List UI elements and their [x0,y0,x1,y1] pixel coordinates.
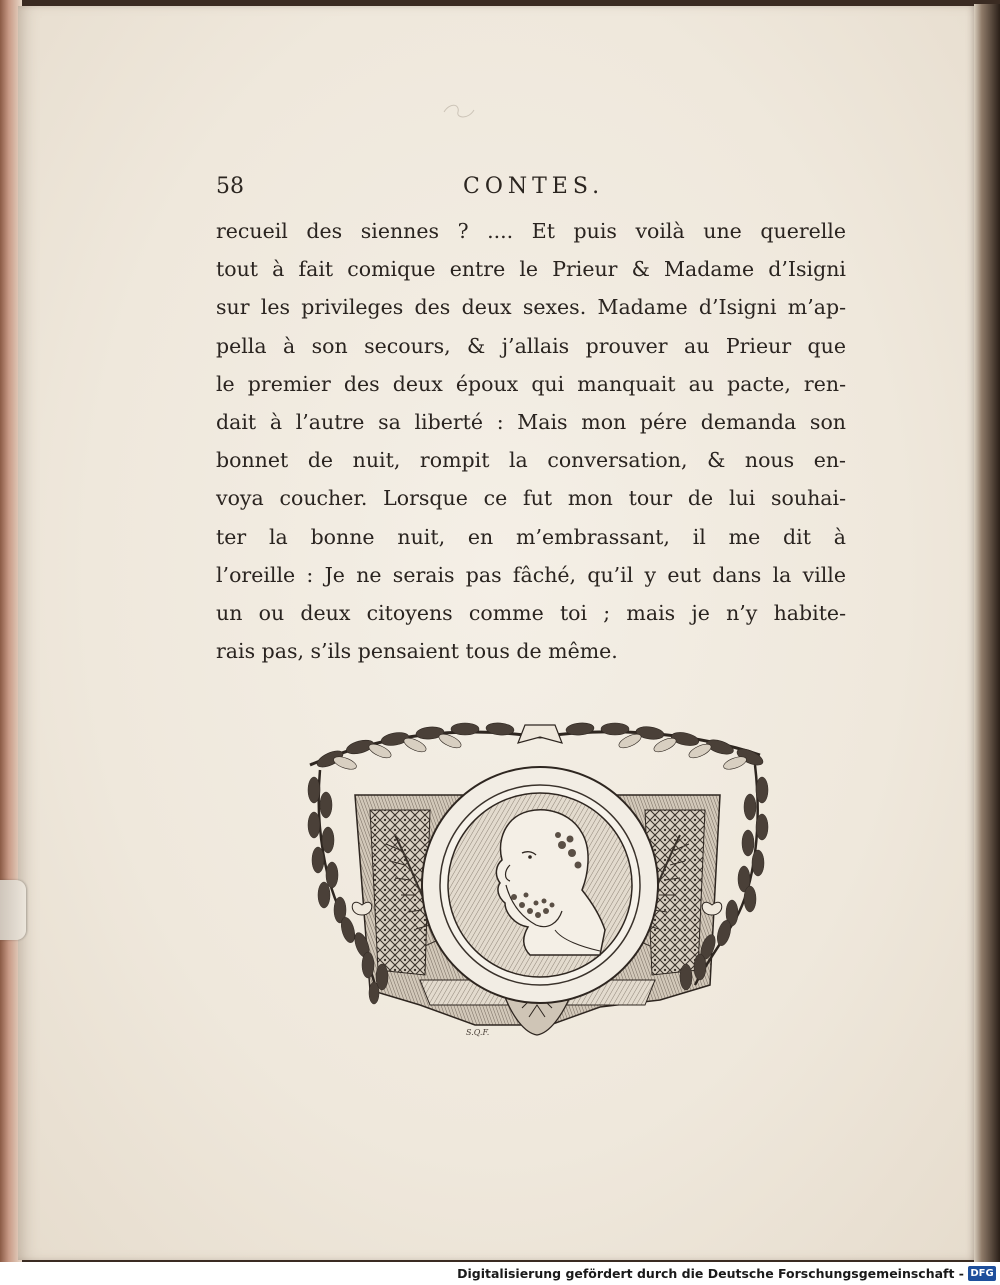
pencil-mark [440,98,480,123]
text-line: tout à fait comique entre le Prieur & Madame d’Isigni [216,257,846,282]
page-fore-edge [974,4,1000,1262]
body-text [216,212,846,670]
text-line: rais pas, s’ils pensaient tous de même. [216,639,618,664]
text-line: un ou deux citoyens comme toi ; mais je n’y habite- [216,600,846,625]
text-line: l’oreille : Je ne serais pas fâché, qu’il y eut dans la ville [216,562,846,587]
engraver-signature: S.Q.F. [466,1028,490,1037]
text-line: dait à l’autre sa liberté : Mais mon pére demanda son [216,409,846,434]
text-line: ter la bonne nuit, en m’embrassant, il me dit à [216,524,846,549]
text-line: voya coucher. Lorsque ce fut mon tour de lui souhai- [216,486,846,511]
page-clip [0,880,26,940]
text-line: pella à son secours, & j’allais prouver au Prieur que [216,333,846,358]
dfg-logo: DFG [968,1266,996,1281]
text-line: le premier des deux époux qui manquait au pacte, ren- [216,371,846,396]
text-line: sur les privileges des deux sexes. Madame d’Isigni m’ap- [216,295,846,320]
page-number: 58 [216,174,244,199]
portrait-medallion-vignette [300,715,775,1045]
text-line: bonnet de nuit, rompit la conversation, & nous en- [216,448,846,473]
running-head: CONTES. [463,174,605,199]
footer-credit: Digitalisierung gefördert durch die Deutsche Forschungsgemeinschaft - [457,1266,964,1281]
text-line: recueil des siennes ? .... Et puis voilà une querelle [216,219,846,243]
